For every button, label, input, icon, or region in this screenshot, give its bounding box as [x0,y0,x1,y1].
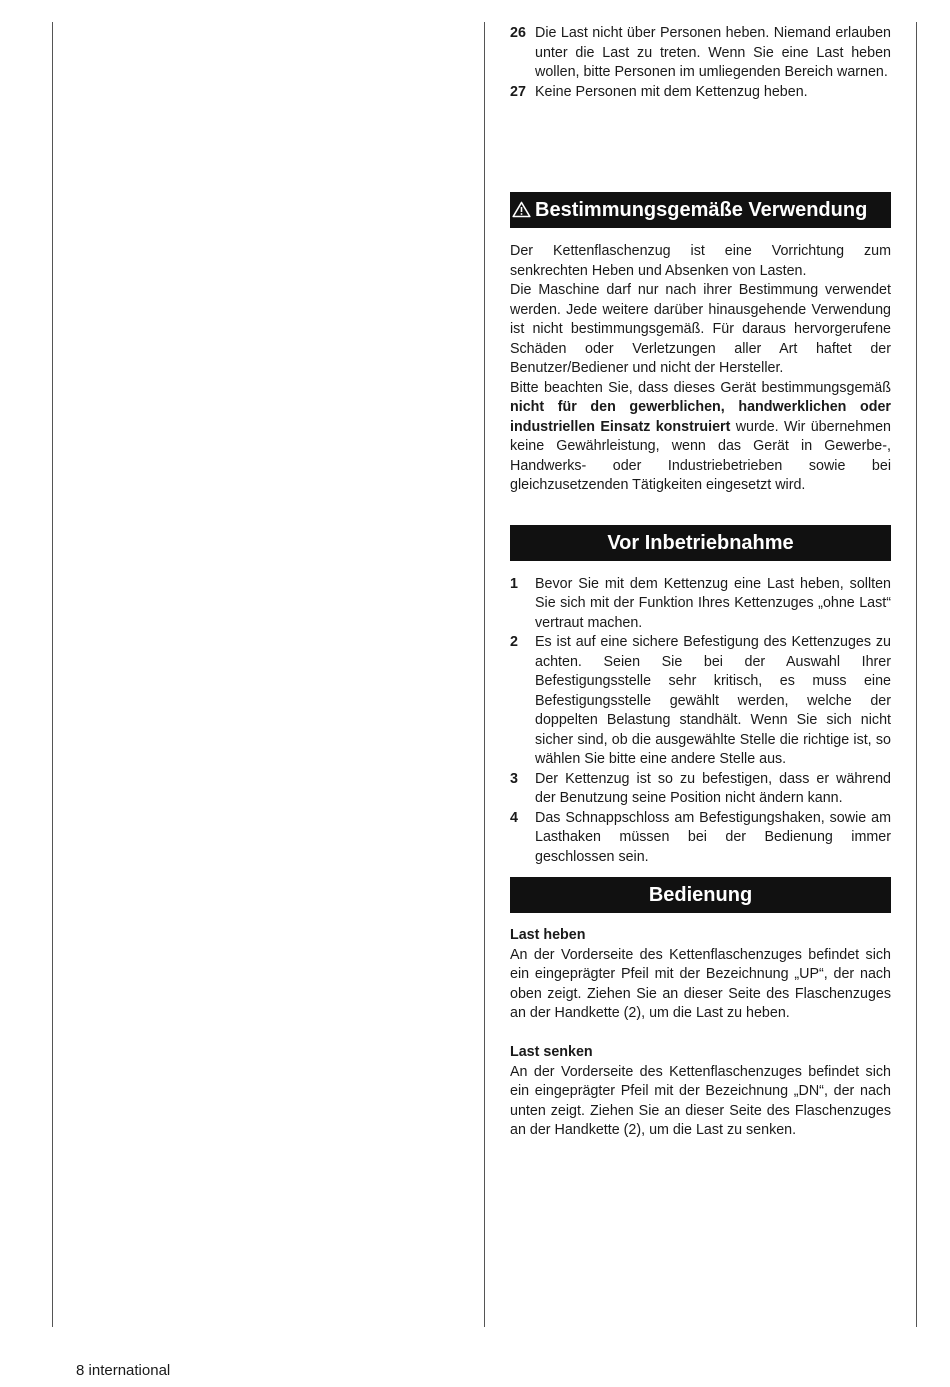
item-number: 1 [510,575,518,592]
item-number: 26 [510,25,526,41]
page-number: 8 [76,1362,85,1379]
item-text: Die Last nicht über Personen heben. Niemand erlauben unter die Last zu treten. Wenn Sie eine Last heben wollen, bitte Personen im umliegenden Bereich warnen. [535,25,891,80]
intended-use-heading [510,192,891,228]
text-run: Bitte beachten Sie, dass dieses Gerät bestimmungsgemäß [510,379,891,396]
list-item [510,24,891,83]
raise-load-subheading: Last heben [510,927,586,943]
text-run: wurde. Wir übernehmen keine Gewährleistung, wenn das Gerät in Gewerbe-, Handwerks- oder Industriebetrieben sowie bei gleichzusetzenden Tätigkeiten eingesetzt wird. [510,418,891,493]
heading-text: Bedienung [648,884,753,906]
operation-heading [510,877,891,913]
page-footer [76,1362,170,1379]
item-number: 27 [510,83,526,100]
paragraph: Der Kettenflaschenzug ist eine Vorrichtung zum senkrechten Heben und Absenken von Lasten. [510,243,891,279]
column-divider-line [484,22,485,1327]
paragraph [510,379,891,496]
bold-text-run: nicht für den gewerblichen, handwerklichen oder industriellen Einsatz konstruiert [510,399,891,435]
list-item [510,770,891,809]
right-text-column [510,24,891,1141]
before-use-heading [510,525,891,561]
item-text: Bevor Sie mit dem Kettenzug eine Last heben, sollten Sie sich mit der Funktion Ihres Kettenzuges „ohne Last“ vertraut machen. [535,575,891,631]
list-item [510,633,891,770]
heading-text: Vor Inbetriebnahme [607,531,794,554]
item-text: Das Schnappschloss am Befestigungshaken, sowie am Lasthaken müssen bei der Bedienung immer geschlossen sein. [535,809,891,865]
list-item [510,575,891,634]
paragraph: Die Maschine darf nur nach ihrer Bestimmung verwendet werden. Jede weitere darüber hinausgehende Verwendung ist nicht bestimmungsgemäß. Für daraus hervorgerufene Schäden oder Verletzungen aller Art haftet der Benutzer/Bediener und nicht der Hersteller. [510,282,891,376]
lower-load-subheading: Last senken [510,1044,593,1060]
item-number: 3 [510,770,518,787]
left-margin-line [52,22,53,1327]
list-item [510,809,891,868]
warning-triangle-icon [512,194,531,230]
item-text: Der Kettenzug ist so zu befestigen, dass er während der Benutzung seine Position nicht ändern kann. [535,770,891,806]
item-number: 2 [510,634,518,650]
right-margin-line [916,22,917,1327]
item-text: Es ist auf eine sichere Befestigung des Kettenzuges zu achten. Seien Sie bei der Auswahl Ihrer Befestigungsstelle sehr kritisch, es muss eine Befestigungsstelle gewählt werden, welche der doppelten Belastung standhält. Wenn Sie sich nicht sicher sind, ob die ausgewählte Stelle die richtige ist, so wählen Sie bitte eine andere Stelle aus. [535,634,891,767]
list-item [510,83,891,103]
heading-text: Bestimmungsgemäße Verwendung [535,199,868,221]
item-text: Keine Personen mit dem Kettenzug heben. [535,83,808,100]
paragraph: An der Vorderseite des Kettenflaschenzuges befindet sich ein eingeprägter Pfeil mit der Bezeichnung „DN“, der nach unten zeigt. Ziehen Sie an dieser Seite des Flaschenzuges an der Handkette (2), um die Last zu senken. [510,1063,891,1138]
footer-label: international [88,1362,171,1379]
paragraph: An der Vorderseite des Kettenflaschenzuges befindet sich ein eingeprägter Pfeil mit der Bezeichnung „UP“, der nach oben zeigt. Ziehen Sie an dieser Seite des Flaschenzuges an der Handkette (2), um die Last zu heben. [510,946,891,1021]
item-number: 4 [510,809,518,826]
